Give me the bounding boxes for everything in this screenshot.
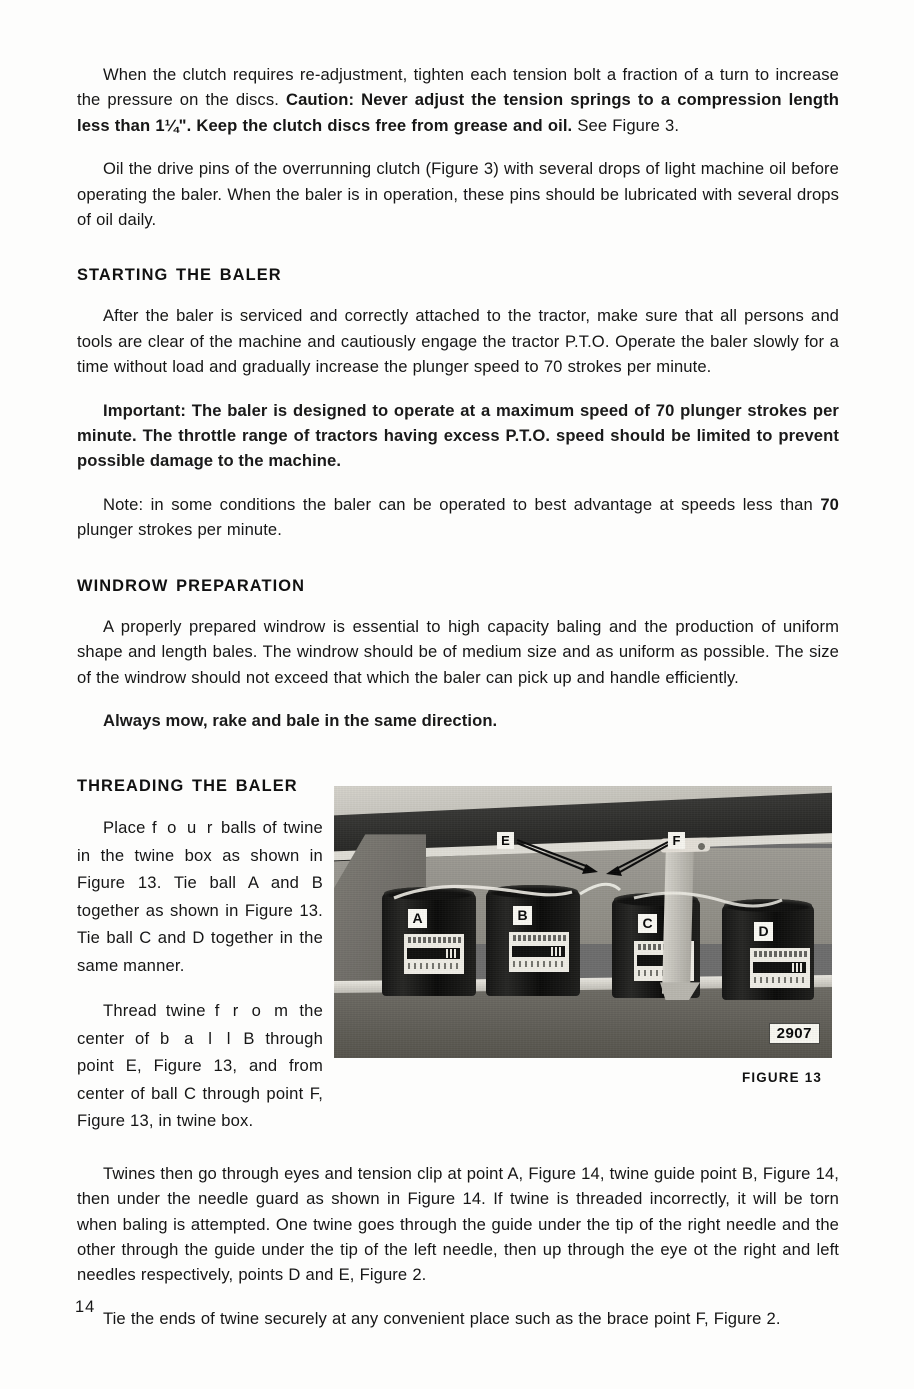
threading-2-part-a: Thread twine xyxy=(103,1001,215,1021)
paragraph-speed-note xyxy=(77,492,839,543)
paragraph-threading-2 xyxy=(77,997,323,1135)
photo-twine-strands xyxy=(334,786,832,1058)
heading-windrow-preparation: WINDROW PREPARATION xyxy=(77,576,306,595)
photo-callout-e: E xyxy=(497,832,514,849)
paragraph-twine-routing: Twines then go through eyes and tension clip at point A, Figure 14, twine guide point B, Figure 14, then under the needle guard as shown in Figure 14. If twine is threaded incorrectly, it will be torn when baling is attempted. One twine goes through the guide under the tip of the right needle and the other through the guide under the tip of the left needle, then up through the eye ot the right and left needles respectively, points D and E, Figure 2. xyxy=(77,1163,839,1285)
clutch-caution-bold: Caution: Never adjust the tension springs to a compression length less than 1¼". Keep the clutch discs free from grease and oil. xyxy=(77,90,839,135)
clutch-text-part2: See Figure 3. xyxy=(572,115,680,135)
photo-callout-f: F xyxy=(668,832,685,849)
photo-number-plate: 2907 xyxy=(769,1023,820,1044)
page-number: 14 xyxy=(75,1298,96,1316)
threading-2-spaced-ball: b a l l xyxy=(159,1028,233,1048)
heading-threading-the-baler: THREADING THE BALER xyxy=(77,777,298,796)
threading-section xyxy=(77,777,839,1135)
twine-box-photograph xyxy=(334,786,832,1058)
photo-scene xyxy=(334,786,832,1058)
note-part2: plunger strokes per minute. xyxy=(77,520,282,540)
paragraph-important-speed: Important: The baler is designed to operate at a maximum speed of 70 plunger strokes per minute. The throttle range of tractors having excess P.T.O. speed should be limited to prevent possible damage to the machine. xyxy=(77,400,839,471)
threading-text-column xyxy=(77,777,323,1135)
threading-1-spaced-four: f o u r xyxy=(151,818,215,838)
paragraph-starting-body: After the baler is serviced and correctly attached to the tractor, make sure that all persons and tools are clear of the machine and cautiously engage the tractor P.T.O. Operate the baler slowly for a time without load and gradually increase the plunger speed to 70 strokes per minute. xyxy=(77,306,839,377)
paragraph-windrow-body: A properly prepared windrow is essential to high capacity baling and the production of uniform shape and length bales. The windrow should be of medium size and as uniform as possible. The size of the windrow should not exceed that which the baler can pick up and handle efficiently. xyxy=(77,616,839,687)
twine-ball-label-d: D xyxy=(754,922,773,941)
threading-2-part-c: B through point E, Figure 13, and from center of ball C through point F, Figure 13, in twine box. xyxy=(77,1028,324,1131)
note-part1: Note: in some conditions the baler can be operated to best advantage at speeds less than xyxy=(103,494,821,514)
heading-starting-the-baler: STARTING THE BALER xyxy=(77,266,282,285)
paragraph-windrow-emphasis: Always mow, rake and bale in the same direction. xyxy=(103,710,498,730)
page-content xyxy=(77,62,839,1331)
paragraph-oil-drive-pins: Oil the drive pins of the overrunning clutch (Figure 3) with several drops of light machine oil before operating the baler. When the baler is in operation, these pins should be lubricated with several drops of oil daily. xyxy=(77,159,839,230)
threading-1-part-a: Place xyxy=(103,818,152,838)
paragraph-tie-ends: Tie the ends of twine securely at any convenient place such as the brace point F, Figure 2. xyxy=(103,1308,781,1328)
figure-13 xyxy=(334,786,832,1085)
paragraph-threading-1 xyxy=(77,814,323,979)
threading-1-part-b: balls of twine in the twine box as shown in Figure 13. Tie ball A and B together as shown in Figure 13. Tie ball C and D together in the same manner. xyxy=(77,818,323,975)
clutch-text-part1: When the clutch requires re-adjustment, tighten each tension bolt a fraction of a turn to increase the pressure on the discs. xyxy=(77,65,839,110)
threading-2-part-b: the center of xyxy=(77,1001,324,1048)
note-speed-value: 70 xyxy=(820,494,839,514)
threading-2-spaced-from: f r o m xyxy=(214,1001,291,1021)
twine-ball-label-b: B xyxy=(513,906,532,925)
figure-caption: FIGURE 13 xyxy=(741,1070,822,1086)
twine-ball-label-c: C xyxy=(638,914,657,933)
twine-ball-label-a: A xyxy=(408,909,427,928)
paragraph-clutch-adjustment xyxy=(77,62,839,138)
